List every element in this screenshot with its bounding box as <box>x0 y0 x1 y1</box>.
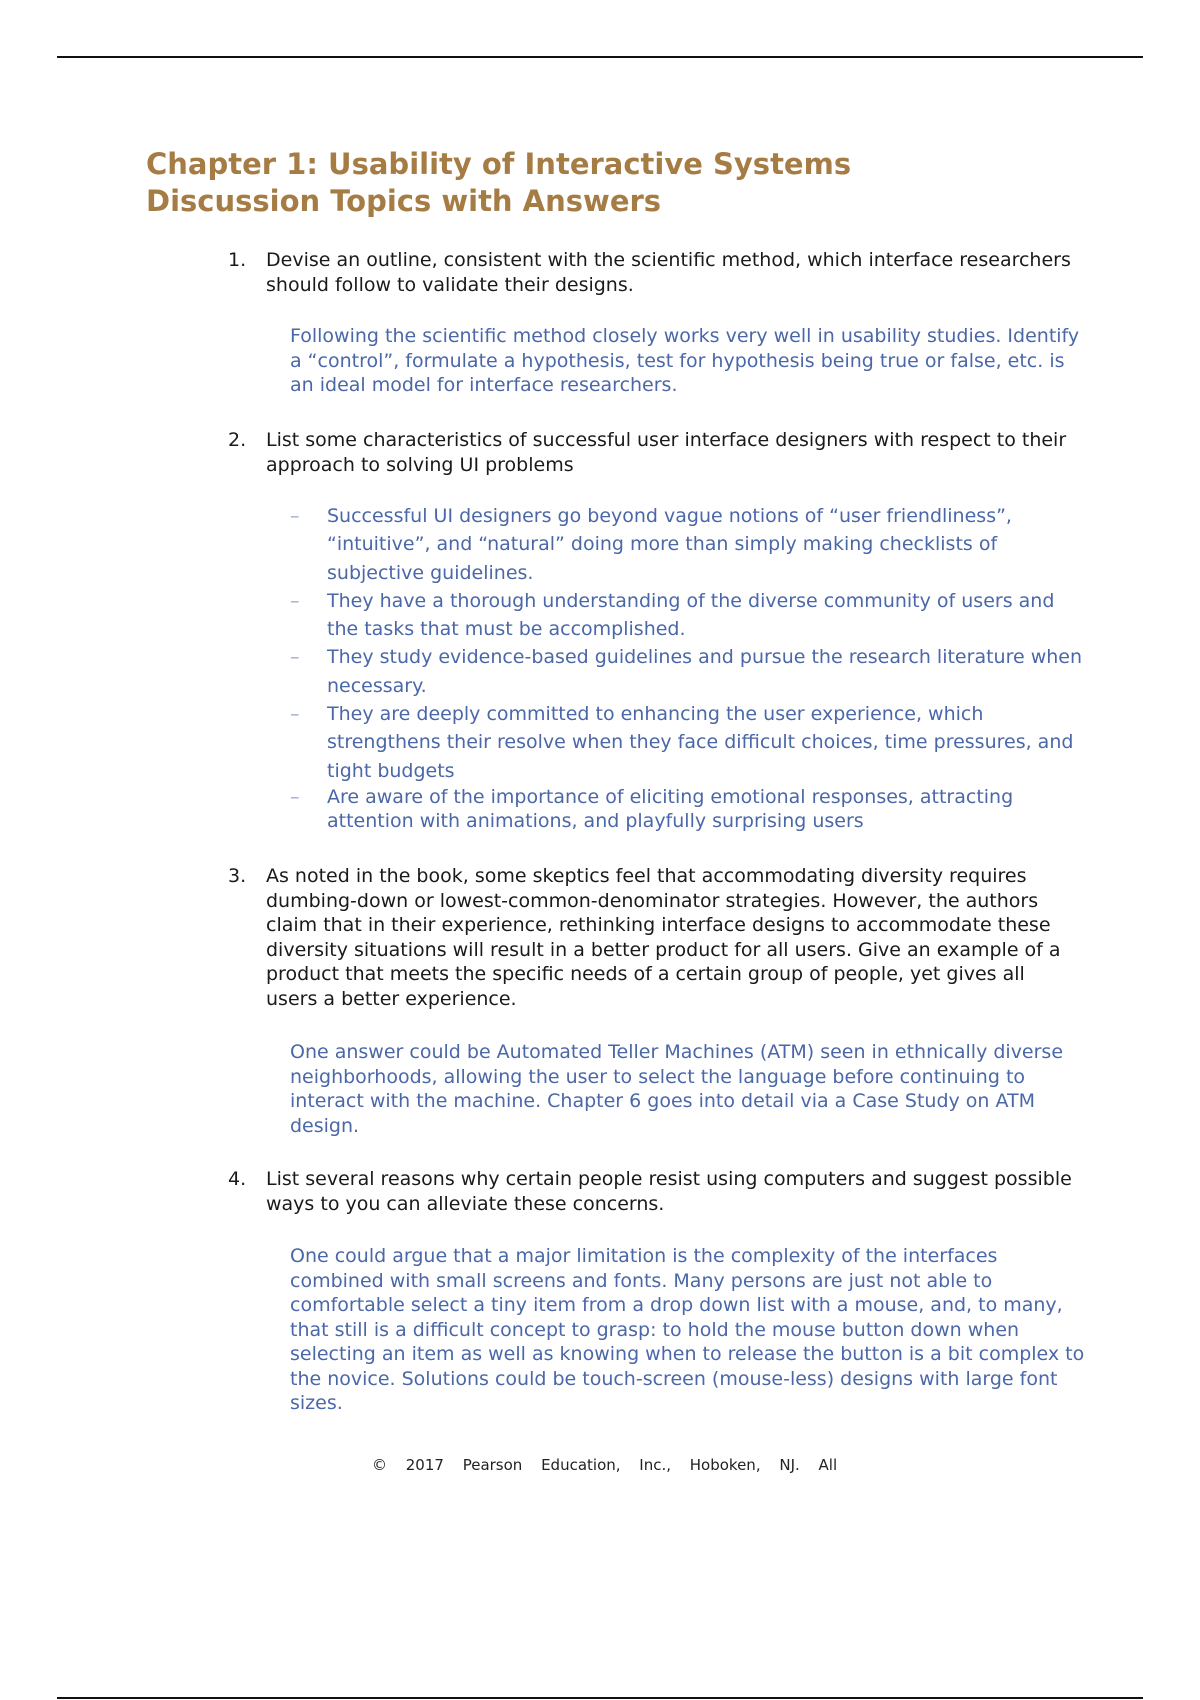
answer-4: One could argue that a major limitation is the complexity of the interfaces combined with small screens and fonts. Many persons are just not able to comfortable select a tiny item from a drop down list with a mouse, and, to many, that still is a difficult concept to grasp: to hold the mouse button down when selecting an item as well as knowing when to release the button is a bit complex to the novice. Solutions could be touch-screen (mouse-less) designs with large font sizes. <box>290 1245 1085 1414</box>
answer-3: One answer could be Automated Teller Machines (ATM) seen in ethnically diverse neighborhoods, allowing the user to select the language before continuing to interact with the machine. Chapter 6 goes into detail via a Case Study on ATM design. <box>290 1041 1064 1137</box>
list-item-text: Successful UI designers go beyond vague notions of “user friendliness”, “intuitive”, and “natural” doing more than simply making checklists of subjective guidelines. <box>327 505 1012 584</box>
question-3 <box>228 864 1078 1011</box>
answer-2-list <box>290 502 1090 834</box>
question-text: As noted in the book, some skeptics feel that accommodating diversity requires dumbing-down or lowest-common-denominator strategies. However, the authors claim that in their experience, rethinking interface designs to accommodate these diversity situations will result in a better product for all users. Give an example of a product that meets the specific needs of a certain group of people, yet gives all users a better experience. <box>266 865 1061 1010</box>
question-2 <box>228 428 1078 477</box>
dash-bullet: – <box>290 589 300 612</box>
list-item-text: They are deeply committed to enhancing the user experience, which strengthens their resolve when they face difficult choices, time pressures, and tight budgets <box>327 703 1074 782</box>
dash-bullet: – <box>290 505 300 527</box>
question-1 <box>228 248 1078 297</box>
question-text: List some characteristics of successful user interface designers with respect to their approach to solving UI problems <box>266 429 1067 476</box>
list-item <box>290 643 1090 700</box>
list-item-text: They have a thorough understanding of the diverse community of users and the tasks that must be accomplished. <box>327 589 1055 641</box>
list-item-text: They study evidence-based guidelines and pursue the research literature when necessary. <box>327 646 1083 697</box>
question-text: Devise an outline, consistent with the scientific method, which interface researchers should follow to validate their designs. <box>266 249 1071 296</box>
title-line-2: Discussion Topics with Answers <box>146 184 662 218</box>
top-rule <box>57 56 1143 58</box>
answer-1: Following the scientific method closely works very well in usability studies. Identify a “control”, formulate a hypothesis, test for hypothesis being true or false, etc. is an ideal model for interface researchers. <box>290 325 1080 396</box>
bottom-rule <box>57 1697 1143 1699</box>
question-4 <box>228 1167 1078 1216</box>
list-item <box>290 700 1090 785</box>
list-item-text: Are aware of the importance of eliciting emotional responses, attracting attention with animations, and playfully surprising users <box>327 785 1014 833</box>
question-text: List several reasons why certain people resist using computers and suggest possible ways to you can alleviate these concerns. <box>266 1168 1072 1215</box>
list-item <box>290 587 1090 644</box>
question-number: 1. <box>228 249 247 271</box>
question-number: 3. <box>228 865 247 887</box>
question-number: 2. <box>228 429 247 451</box>
title-line-1: Chapter 1: Usability of Interactive Systems <box>146 147 852 181</box>
copyright-footer: © 2017 Pearson Education, Inc., Hoboken, NJ. All <box>372 1456 838 1474</box>
list-item <box>290 785 1090 834</box>
dash-bullet: – <box>290 785 300 808</box>
question-number: 4. <box>228 1168 247 1190</box>
list-item <box>290 502 1090 587</box>
dash-bullet: – <box>290 703 300 726</box>
dash-bullet: – <box>290 646 300 669</box>
page-title <box>146 146 851 220</box>
